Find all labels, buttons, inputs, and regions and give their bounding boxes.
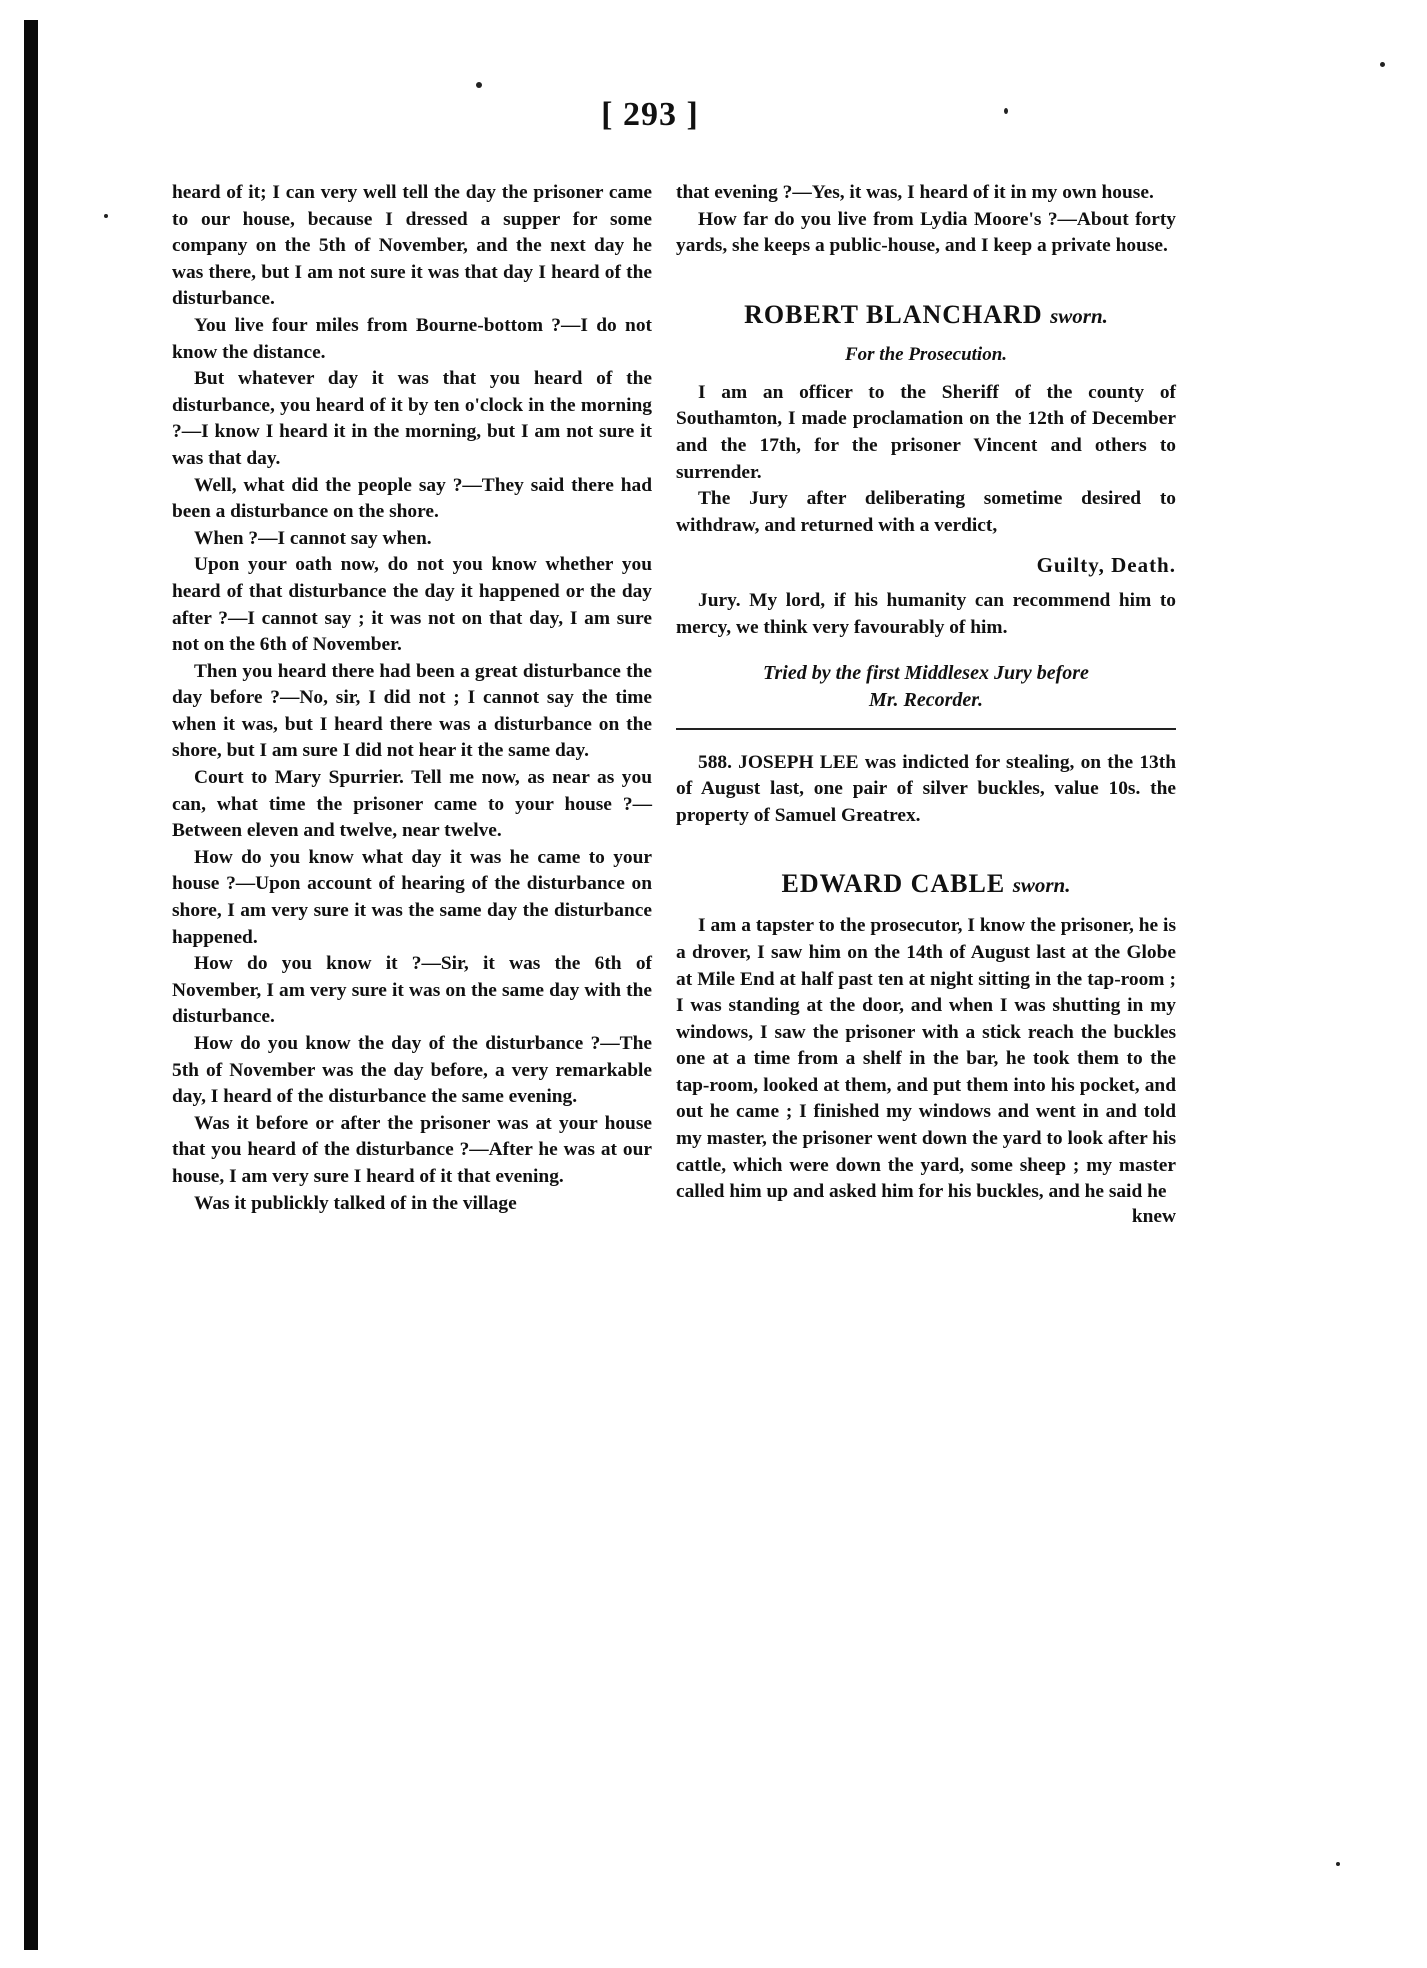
paragraph: Then you heard there had been a great disturbance the day before ?—No, sir, I did not ; I cannot say the time when it was, but I heard there was a disturbance on the shore, but I am sure I did not hear it the same day. (172, 660, 652, 762)
prosecution-subheading: For the Prosecution. (844, 343, 1008, 365)
sworn-label: sworn. (1012, 873, 1071, 898)
paragraph: How do you know it ?—Sir, it was the 6th of November, I am very sure it was on the same day with the disturbance. (172, 953, 652, 1028)
trial-line: Mr. Recorder. (869, 688, 983, 711)
ink-speck (476, 82, 482, 88)
paragraph: The Jury after deliberating sometime desired to withdraw, and returned with a verdict, (676, 488, 1176, 536)
trial-heading (676, 660, 1176, 714)
paragraph: Well, what did the people say ?—They said there had been a disturbance on the shore. (172, 474, 652, 523)
paragraph: How far do you live from Lydia Moore's ?—About forty yards, she keeps a public-house, and I keep a private house. (676, 208, 1176, 257)
witness-heading (676, 869, 1176, 899)
paragraph: I am a tapster to the prosecutor, I know the prisoner, he is a drover, I saw him on the 14th of August last at the Globe at Mile End at half past ten at night sitting in the tap-room ; I was standing at the door, and when I was shutting in my windows, I saw the prisoner with a stick reach the buckles one at a time from a shelf in the bar, he took them to the tap-room, looked at them, and put them into his pocket, and out he came ; I finished my windows and went in and told my master, the prisoner went down the yard to look after his cattle, which were down the yard, some sheep ; my master called him up and asked him for his buckles, and he said he (676, 915, 1176, 1203)
ink-speck (1004, 108, 1008, 114)
paragraph: Court to Mary Spurrier. Tell me now, as near as you can, what time the prisoner came to your house ?—Between eleven and twelve, near twelve. (172, 767, 652, 842)
divider (676, 728, 1176, 730)
ink-speck (104, 214, 108, 218)
paragraph: Was it before or after the prisoner was at your house that you heard of the disturbance ?—After he was at our house, I am very sure I heard of it that evening. (172, 1112, 652, 1187)
paragraph: How do you know the day of the disturbance ?—The 5th of November was the day before, a very remarkable day, I heard of the disturbance the same evening. (172, 1033, 652, 1108)
ink-speck (1336, 1862, 1340, 1866)
ink-speck (1380, 62, 1385, 67)
paragraph: 588. JOSEPH LEE was indicted for stealing, on the 13th of August last, one pair of silver buckles, value 10s. the property of Samuel Greatrex. (676, 751, 1176, 826)
paragraph: How do you know what day it was he came to your house ?—Upon account of hearing of the disturbance on shore, I am very sure it was the same day the disturbance happened. (172, 846, 652, 948)
paragraph: heard of it; I can very well tell the day the prisoner came to our house, because I dressed a supper for some company on the 5th of November, and the next day he was there, but I am not sure it was that day I heard of the disturbance. (172, 182, 652, 310)
left-column (172, 180, 652, 1217)
paragraph: that evening ?—Yes, it was, I heard of it in my own house. (676, 182, 1154, 203)
paragraph: Upon your oath now, do not you know whether you heard of that disturbance the day it happened or the day after ?—I cannot say ; it was not on that day, I am sure not on the 6th of November. (172, 554, 652, 656)
witness-name: ROBERT BLANCHARD (744, 299, 1043, 329)
paragraph: Was it publickly talked of in the village (194, 1192, 517, 1214)
witness-name: EDWARD CABLE (781, 869, 1006, 899)
paragraph: Jury. My lord, if his humanity can recommend him to mercy, we think very favourably of him. (676, 590, 1176, 638)
paragraph: You live four miles from Bourne-bottom ?—I do not know the distance. (172, 314, 652, 363)
paragraph: But whatever day it was that you heard of the disturbance, you heard of it by ten o'clock in the morning ?—I know I heard it in the morning, but I am not sure it was that day. (172, 368, 652, 469)
right-column (676, 180, 1176, 1228)
witness-heading (676, 300, 1176, 330)
paragraph: I am an officer to the Sheriff of the county of Southamton, I made proclamation on the 12th of December and the 17th, for the prisoner Vincent and others to surrender. (676, 381, 1176, 483)
verdict: Guilty, Death. (1036, 553, 1176, 578)
catchword: knew (1131, 1205, 1176, 1227)
paragraph: When ?—I cannot say when. (194, 527, 432, 549)
page-number: [ 293 ] (601, 96, 699, 133)
sworn-label: sworn. (1050, 303, 1108, 328)
binding-shadow (24, 20, 38, 1950)
trial-line: Tried by the first Middlesex Jury before (763, 661, 1089, 684)
